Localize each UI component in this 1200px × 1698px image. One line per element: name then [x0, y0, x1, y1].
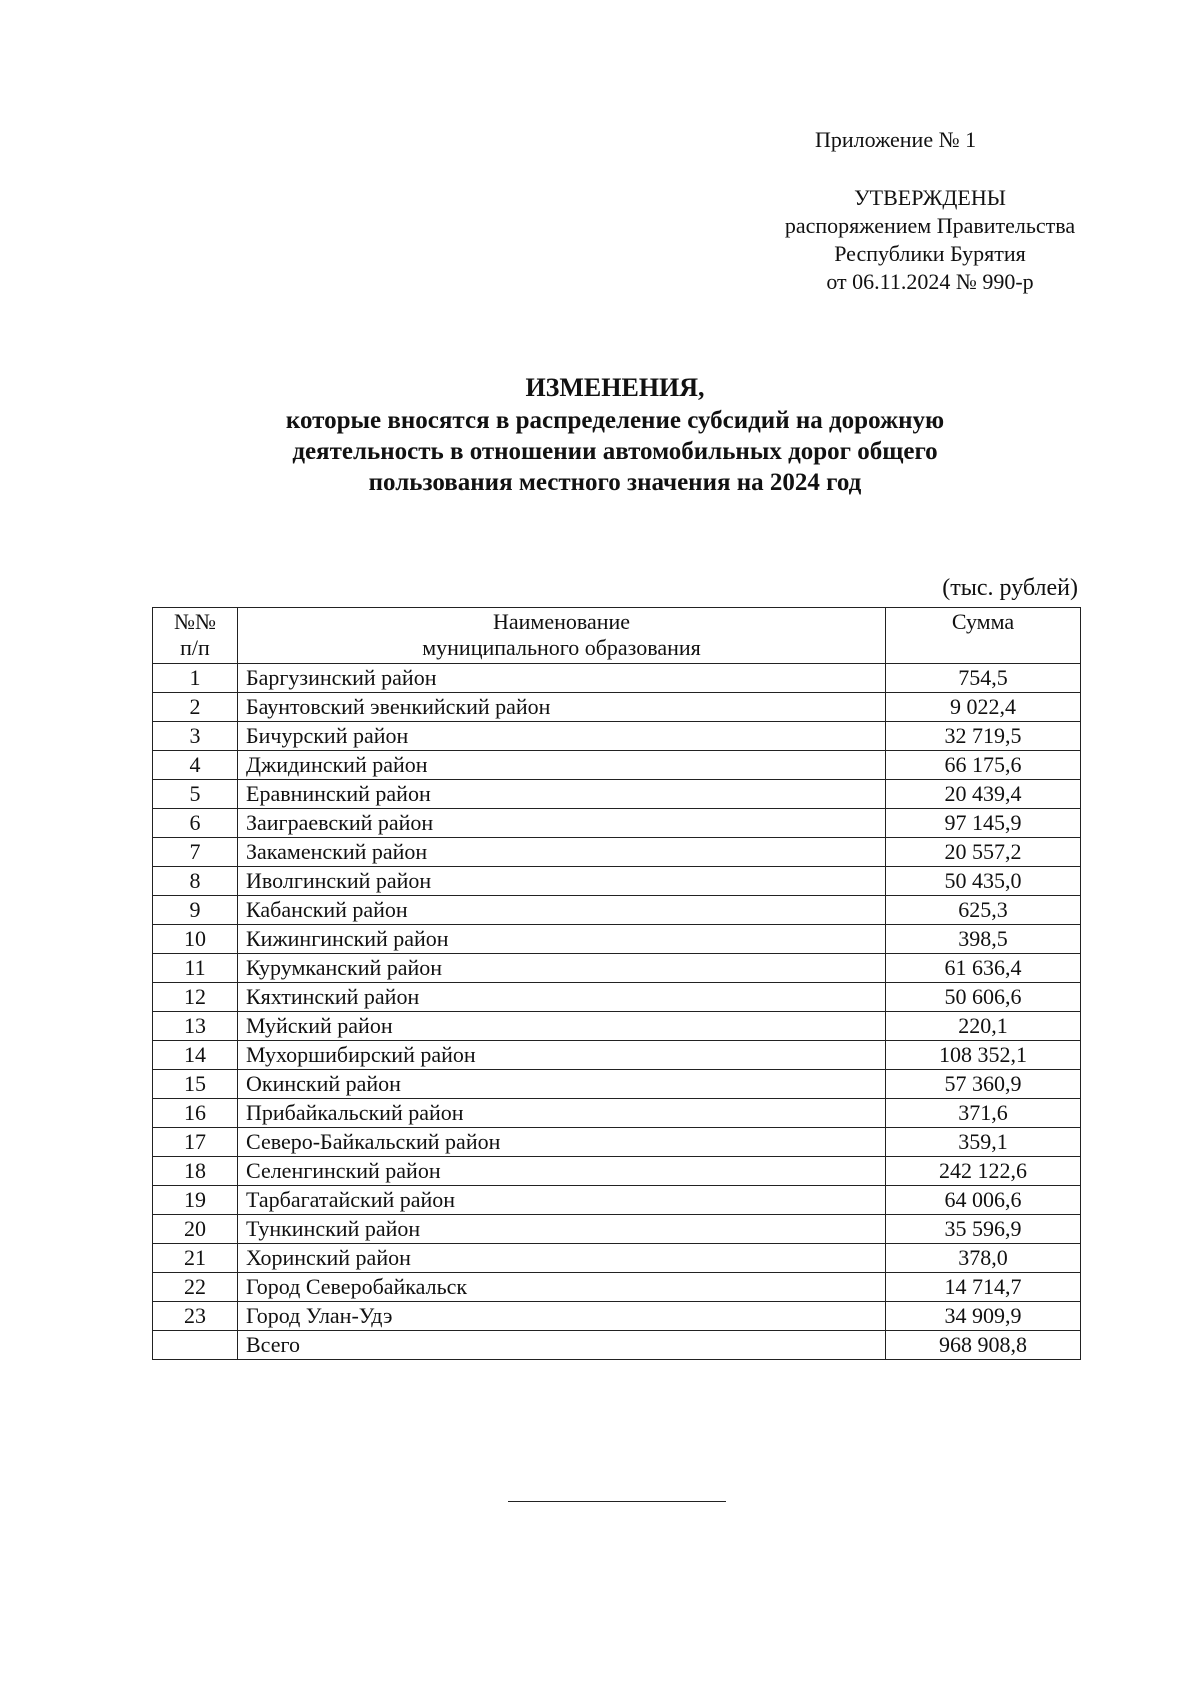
- row-number: 2: [153, 693, 238, 722]
- row-name: Иволгинский район: [238, 867, 886, 896]
- row-sum: 61 636,4: [886, 954, 1081, 983]
- row-number: 8: [153, 867, 238, 896]
- table-row: [153, 1186, 1081, 1215]
- appendix-label: Приложение № 1: [815, 127, 977, 152]
- table-row: [153, 925, 1081, 954]
- title-main: ИЗМЕНЕНИЯ,: [525, 373, 705, 402]
- row-sum: 66 175,6: [886, 751, 1081, 780]
- title-line-1: которые вносятся в распределение субсидий на дорожную: [285, 407, 945, 434]
- table-row: [153, 722, 1081, 751]
- row-sum: 108 352,1: [886, 1041, 1081, 1070]
- table-row: [153, 1244, 1081, 1273]
- row-sum: 50 435,0: [886, 867, 1081, 896]
- table-row: [153, 983, 1081, 1012]
- row-number: 1: [153, 664, 238, 693]
- row-sum: 97 145,9: [886, 809, 1081, 838]
- unit-label: (тыс. рублей): [942, 575, 1078, 601]
- row-name: Северо-Байкальский район: [238, 1128, 886, 1157]
- row-sum: 35 596,9: [886, 1215, 1081, 1244]
- row-name: Еравнинский район: [238, 780, 886, 809]
- row-number: 20: [153, 1215, 238, 1244]
- row-number: 23: [153, 1302, 238, 1331]
- row-number: 18: [153, 1157, 238, 1186]
- row-sum: 371,6: [886, 1099, 1081, 1128]
- row-name: Всего: [238, 1331, 886, 1360]
- table-row: [153, 751, 1081, 780]
- row-number: 13: [153, 1012, 238, 1041]
- table-total-row: [153, 1331, 1081, 1360]
- row-sum: 398,5: [886, 925, 1081, 954]
- title-line-2: деятельность в отношении автомобильных дорог общего: [292, 438, 938, 465]
- row-number: 12: [153, 983, 238, 1012]
- row-number: 22: [153, 1273, 238, 1302]
- table-body: [153, 664, 1081, 1360]
- header-number: [153, 608, 238, 664]
- table-row: [153, 954, 1081, 983]
- row-name: Закаменский район: [238, 838, 886, 867]
- row-sum: 968 908,8: [886, 1331, 1081, 1360]
- row-name: Тарбагатайский район: [238, 1186, 886, 1215]
- table-row: [153, 1157, 1081, 1186]
- row-name: Джидинский район: [238, 751, 886, 780]
- approved-line-3: от 06.11.2024 № 990-р: [826, 269, 1034, 294]
- row-sum: 50 606,6: [886, 983, 1081, 1012]
- title-line-3: пользования местного значения на 2024 год: [368, 469, 862, 496]
- row-name: Город Северобайкальск: [238, 1273, 886, 1302]
- table-row: [153, 867, 1081, 896]
- row-number: 16: [153, 1099, 238, 1128]
- row-sum: 14 714,7: [886, 1273, 1081, 1302]
- row-sum: 34 909,9: [886, 1302, 1081, 1331]
- table-row: [153, 809, 1081, 838]
- header-number-line-1: №№: [174, 609, 216, 634]
- row-name: Хоринский район: [238, 1244, 886, 1273]
- table-row: [153, 1099, 1081, 1128]
- row-name: Баргузинский район: [238, 664, 886, 693]
- row-number: 15: [153, 1070, 238, 1099]
- row-name: Прибайкальский район: [238, 1099, 886, 1128]
- table-row: [153, 1041, 1081, 1070]
- row-name: Кижингинский район: [238, 925, 886, 954]
- table-row: [153, 838, 1081, 867]
- distribution-table: [152, 607, 1081, 1360]
- approved-line-2: Республики Бурятия: [834, 241, 1026, 266]
- approval-stamp: [720, 184, 1140, 296]
- row-sum: 359,1: [886, 1128, 1081, 1157]
- row-name: Баунтовский эвенкийский район: [238, 693, 886, 722]
- row-name: Кяхтинский район: [238, 983, 886, 1012]
- table-row: [153, 896, 1081, 925]
- row-sum: 9 022,4: [886, 693, 1081, 722]
- row-name: Муйский район: [238, 1012, 886, 1041]
- table-row: [153, 780, 1081, 809]
- row-sum: 20 439,4: [886, 780, 1081, 809]
- row-number: 5: [153, 780, 238, 809]
- row-number: 11: [153, 954, 238, 983]
- row-number: 19: [153, 1186, 238, 1215]
- table-row: [153, 693, 1081, 722]
- row-name: Заиграевский район: [238, 809, 886, 838]
- row-number: 10: [153, 925, 238, 954]
- table-header-row: [153, 608, 1081, 664]
- row-number: 17: [153, 1128, 238, 1157]
- header-name: [238, 608, 886, 664]
- row-sum: 754,5: [886, 664, 1081, 693]
- header-sum: [886, 608, 1081, 664]
- row-number: [153, 1331, 238, 1360]
- row-name: Тункинский район: [238, 1215, 886, 1244]
- row-name: Селенгинский район: [238, 1157, 886, 1186]
- row-sum: 64 006,6: [886, 1186, 1081, 1215]
- row-sum: 220,1: [886, 1012, 1081, 1041]
- row-number: 14: [153, 1041, 238, 1070]
- row-name: Кабанский район: [238, 896, 886, 925]
- row-sum: 378,0: [886, 1244, 1081, 1273]
- row-number: 4: [153, 751, 238, 780]
- row-name: Город Улан-Удэ: [238, 1302, 886, 1331]
- table-row: [153, 1273, 1081, 1302]
- table-row: [153, 1070, 1081, 1099]
- header-number-line-2: п/п: [180, 635, 210, 660]
- approved-line-1: распоряжением Правительства: [784, 213, 1076, 238]
- row-number: 6: [153, 809, 238, 838]
- row-sum: 20 557,2: [886, 838, 1081, 867]
- row-number: 3: [153, 722, 238, 751]
- row-sum: 242 122,6: [886, 1157, 1081, 1186]
- header-name-line-1: Наименование: [492, 609, 631, 634]
- row-name: Бичурский район: [238, 722, 886, 751]
- header-name-line-2: муниципального образования: [422, 635, 701, 660]
- table-row: [153, 1128, 1081, 1157]
- row-sum: 625,3: [886, 896, 1081, 925]
- table-row: [153, 1012, 1081, 1041]
- row-sum: 57 360,9: [886, 1070, 1081, 1099]
- approved-heading: УТВЕРЖДЕНЫ: [854, 185, 1006, 210]
- row-number: 9: [153, 896, 238, 925]
- row-number: 21: [153, 1244, 238, 1273]
- row-name: Курумканский район: [238, 954, 886, 983]
- table-row: [153, 664, 1081, 693]
- row-name: Мухоршибирский район: [238, 1041, 886, 1070]
- document-title: [150, 372, 1080, 498]
- footer-divider: [508, 1501, 726, 1502]
- row-sum: 32 719,5: [886, 722, 1081, 751]
- table-row: [153, 1302, 1081, 1331]
- table-row: [153, 1215, 1081, 1244]
- row-name: Окинский район: [238, 1070, 886, 1099]
- header-sum-label: Сумма: [951, 609, 1015, 634]
- row-number: 7: [153, 838, 238, 867]
